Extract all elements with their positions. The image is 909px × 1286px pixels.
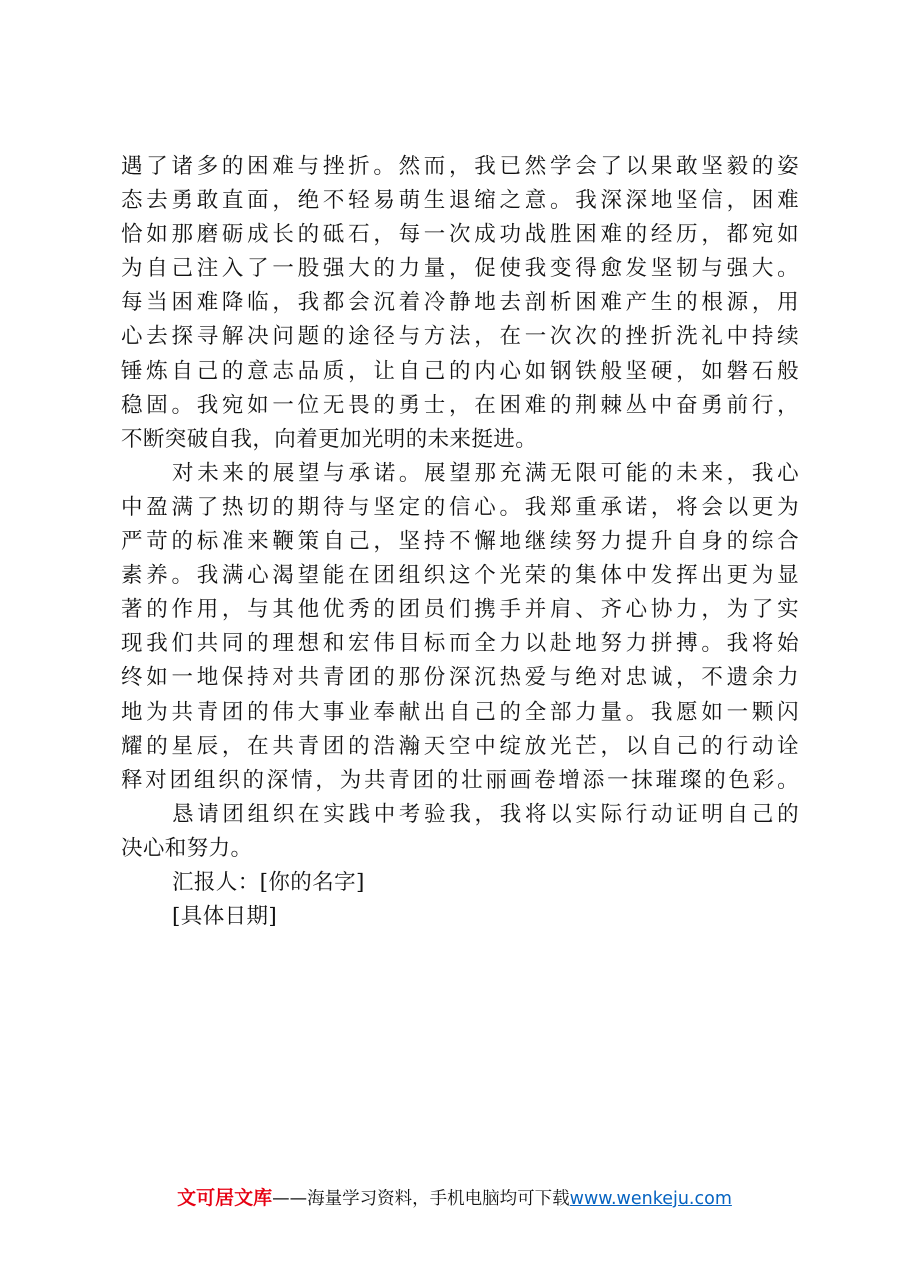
text-line: 遇了诸多的困难与挫折。然而，我已然学会了以果敢坚毅的姿 — [121, 154, 799, 179]
report-date: [具体日期] — [172, 904, 278, 930]
text-line: 终如一地保持对共青团的那份深沉热爱与绝对忠诚，不遗余力 — [121, 665, 799, 691]
text-line: 地为共青团的伟大事业奉献出自己的全部力量。我愿如一颗闪 — [121, 699, 799, 725]
paragraph-future-outlook — [121, 457, 799, 798]
text-line: 心去探寻解决问题的途径与方法，在一次次的挫折洗礼中持续 — [121, 324, 799, 350]
text-line: 对未来的展望与承诺。展望那充满无限可能的未来，我心 — [172, 460, 799, 486]
site-link[interactable]: www.wenkeju.com — [569, 1189, 732, 1209]
text-line: 现我们共同的理想和宏伟目标而全力以赴地努力拼搏。我将始 — [121, 631, 799, 657]
footer-banner — [0, 1183, 909, 1210]
footer-tagline: ——海量学习资料，手机电脑均可下载 — [272, 1189, 570, 1209]
text-line: 恰如那磨砺成长的砥石，每一次成功战胜困难的经历，都宛如 — [121, 222, 799, 248]
text-line: 每当困难降临，我都会沉着冷静地去剖析困难产生的根源，用 — [121, 290, 799, 316]
text-line: 稳固。我宛如一位无畏的勇士，在困难的荆棘丛中奋勇前行， — [121, 392, 799, 418]
text-line: 中盈满了热切的期待与坚定的信心。我郑重承诺，将会以更为 — [121, 494, 799, 520]
text-line: 严苛的标准来鞭策自己，坚持不懈地继续努力提升自身的综合 — [121, 529, 799, 555]
text-line: 耀的星辰，在共青团的浩瀚天空中绽放光芒，以自己的行动诠 — [121, 733, 799, 759]
text-line: 为自己注入了一股强大的力量，促使我变得愈发坚韧与强大。 — [121, 256, 799, 282]
text-line: 决心和努力。 — [121, 835, 253, 861]
brand-name: 文可居文库 — [177, 1187, 273, 1209]
text-line: 著的作用，与其他优秀的团员们携手并肩、齐心协力，为了实 — [121, 597, 799, 623]
text-line: 素养。我满心渴望能在团组织这个光荣的集体中发挥出更为显 — [121, 563, 799, 589]
paragraph-request — [121, 798, 799, 866]
paragraph-overcoming-difficulties — [121, 150, 799, 457]
text-line: 锤炼自己的意志品质，让自己的内心如钢铁般坚硬，如磐石般 — [121, 358, 799, 384]
text-line: 不断突破自我，向着更加光明的未来挺进。 — [121, 426, 538, 452]
document-body — [121, 150, 799, 934]
text-line: 态去勇敢直面，绝不轻易萌生退缩之意。我深深地坚信，困难 — [121, 188, 799, 214]
text-line: 恳请团组织在实践中考验我，我将以实际行动证明自己的 — [172, 801, 799, 827]
text-line: 释对团组织的深情，为共青团的壮丽画卷增添一抹璀璨的色彩。 — [121, 767, 799, 793]
reporter-signature: 汇报人：[你的名字] — [172, 869, 365, 895]
